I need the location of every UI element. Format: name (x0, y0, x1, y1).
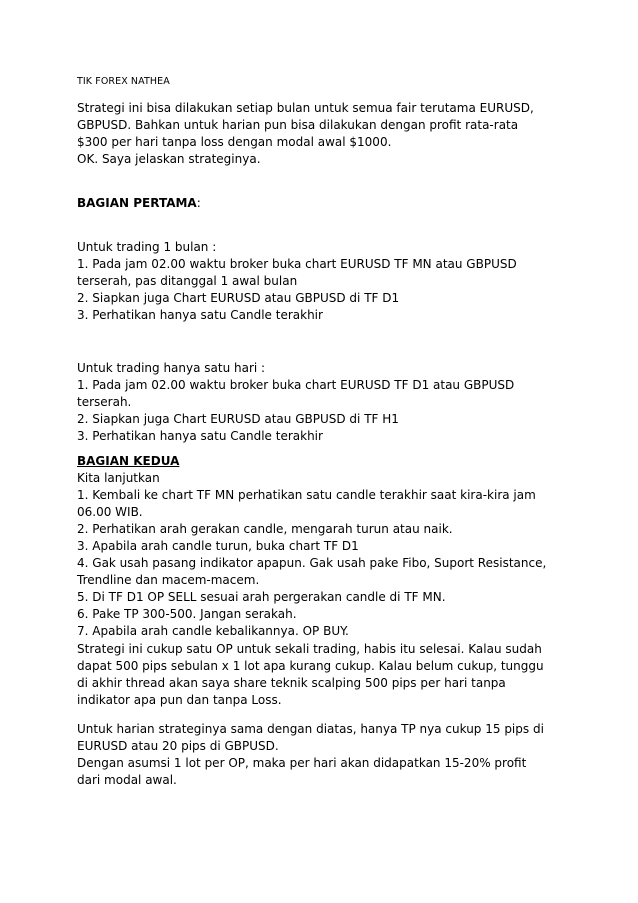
daily-trading-list (77, 360, 557, 445)
daily-strategy-line: EURUSD atau 20 pips di GBPUSD. (77, 739, 279, 753)
section-one-heading (77, 195, 557, 212)
daily-strategy-paragraph (77, 721, 557, 789)
monthly-trading-list (77, 239, 557, 324)
section-one-heading-block (77, 195, 557, 212)
monthly-line: 3. Perhatikan hanya satu Candle terakhir (77, 308, 323, 322)
section-two-step: 6. Pake TP 300-500. Jangan serakah. (77, 607, 297, 621)
section-two-step: Trendline dan macem-macem. (77, 573, 260, 587)
monthly-line: 2. Siapkan juga Chart EURUSD atau GBPUSD di TF D1 (77, 291, 400, 305)
monthly-line: terserah, pas ditanggal 1 awal bulan (77, 274, 298, 288)
strategy-summary-paragraph (77, 641, 557, 709)
daily-line: Untuk trading hanya satu hari : (77, 361, 266, 375)
monthly-line: Untuk trading 1 bulan : (77, 240, 217, 254)
daily-line: 1. Pada jam 02.00 waktu broker buka chart EURUSD TF D1 atau GBPUSD (77, 378, 515, 392)
section-two-step: 06.00 WIB. (77, 505, 143, 519)
summary-line: indikator apa pun dan tanpa Loss. (77, 693, 282, 707)
document-header: TIK FOREX NATHEA (77, 76, 170, 87)
daily-strategy-line: Untuk harian strateginya sama dengan diatas, hanya TP nya cukup 15 pips di (77, 722, 544, 736)
section-two-step: Kita lanjutkan (77, 471, 160, 485)
intro-line: Strategi ini bisa dilakukan setiap bulan untuk semua fair terutama EURUSD, (77, 101, 534, 115)
intro-line: $300 per hari tanpa loss dengan modal awal $1000. (77, 135, 392, 149)
summary-line: Strategi ini cukup satu OP untuk sekali trading, habis itu selesai. Kalau sudah (77, 642, 542, 656)
intro-line: OK. Saya jelaskan strateginya. (77, 152, 261, 166)
summary-line: dapat 500 pips sebulan x 1 lot apa kurang cukup. Kalau belum cukup, tunggu (77, 659, 544, 673)
daily-line: terserah. (77, 395, 132, 409)
daily-strategy-line: Dengan asumsi 1 lot per OP, maka per hari akan didapatkan 15-20% profit (77, 756, 527, 770)
section-two-heading: BAGIAN KEDUA (77, 454, 180, 468)
section-two-step: 7. Apabila arah candle kebalikannya. OP BUY. (77, 624, 349, 638)
monthly-line: 1. Pada jam 02.00 waktu broker buka chart EURUSD TF MN atau GBPUSD (77, 257, 517, 271)
daily-line: 2. Siapkan juga Chart EURUSD atau GBPUSD di TF H1 (77, 412, 399, 426)
intro-paragraph (77, 100, 557, 168)
section-two-step: 3. Apabila arah candle turun, buka chart TF D1 (77, 539, 359, 553)
section-two-step: 2. Perhatikan arah gerakan candle, mengarah turun atau naik. (77, 522, 453, 536)
daily-strategy-line: dari modal awal. (77, 773, 177, 787)
summary-line: di akhir thread akan saya share teknik scalping 500 pips per hari tanpa (77, 676, 506, 690)
section-two (77, 453, 557, 640)
section-one-title-colon: : (196, 196, 201, 210)
section-two-step: 4. Gak usah pasang indikator apapun. Gak usah pake Fibo, Suport Resistance, (77, 556, 547, 570)
section-one-title: BAGIAN PERTAMA (77, 196, 197, 210)
intro-line: GBPUSD. Bahkan untuk harian pun bisa dilakukan dengan profit rata-rata (77, 118, 519, 132)
section-two-step: 1. Kembali ke chart TF MN perhatikan satu candle terakhir saat kira-kira jam (77, 488, 536, 502)
daily-line: 3. Perhatikan hanya satu Candle terakhir (77, 429, 323, 443)
section-two-step: 5. Di TF D1 OP SELL sesuai arah pergerakan candle di TF MN. (77, 590, 446, 604)
